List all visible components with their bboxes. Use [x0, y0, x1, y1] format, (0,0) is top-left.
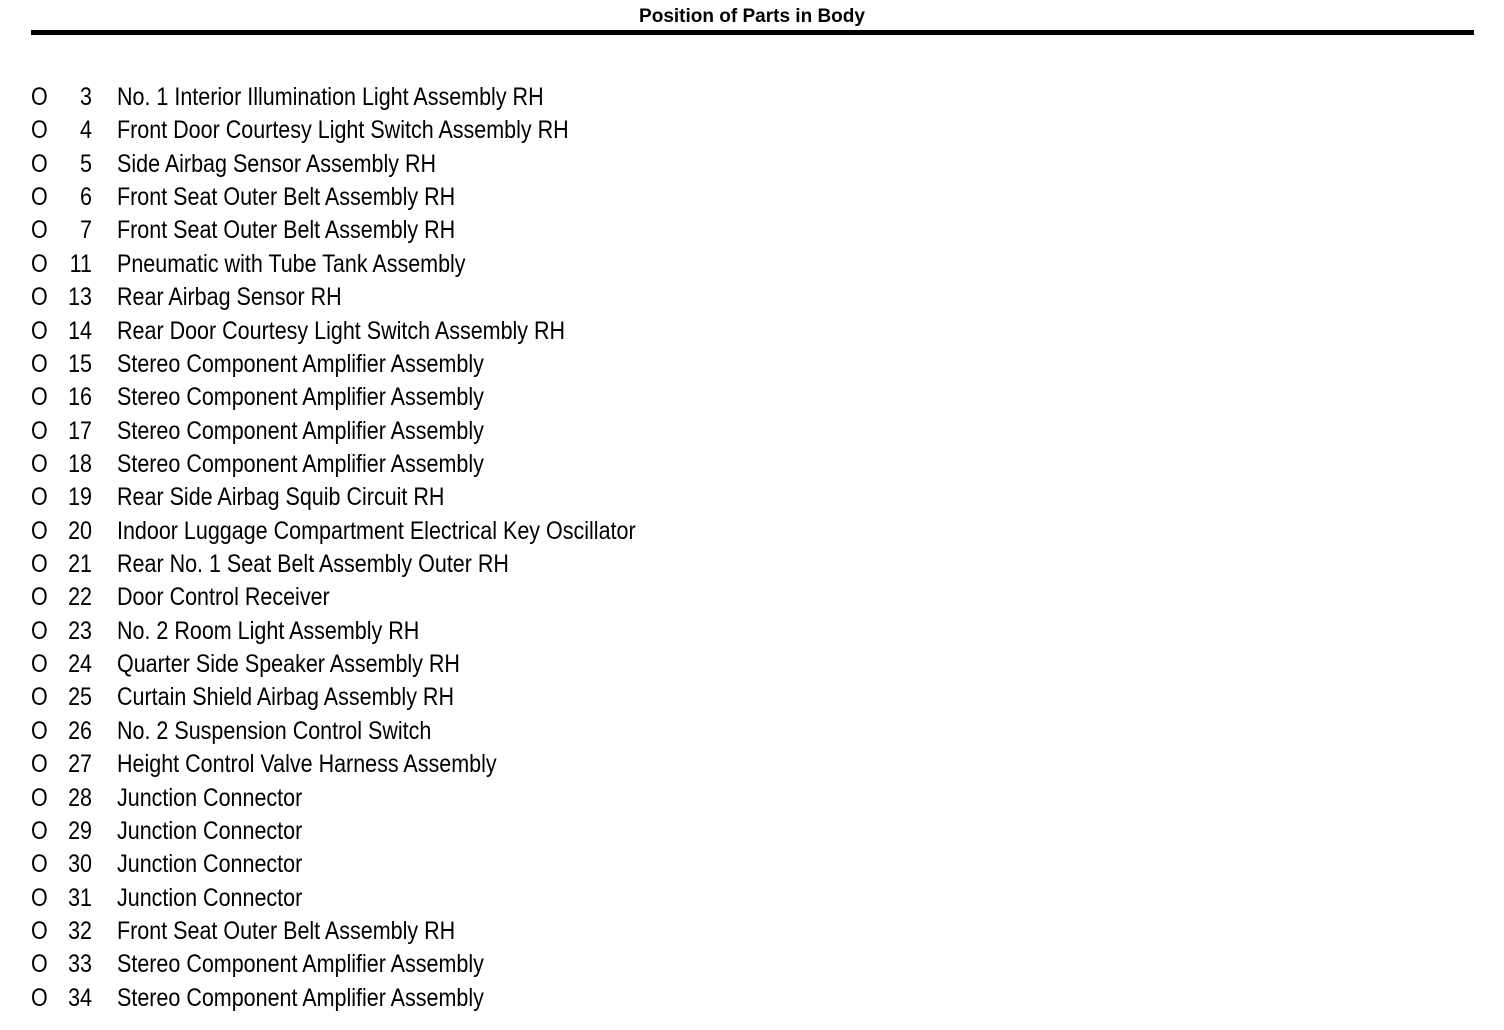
- part-number: 16: [68, 383, 92, 412]
- part-name: Junction Connector: [117, 850, 303, 879]
- part-row: [0, 615, 1504, 648]
- part-row: [0, 114, 1504, 147]
- part-marker: O: [31, 183, 48, 212]
- part-marker: O: [31, 149, 48, 178]
- part-marker: O: [31, 416, 48, 445]
- part-name: Stereo Component Amplifier Assembly: [117, 383, 484, 412]
- part-row: [0, 848, 1504, 881]
- part-number: 33: [68, 950, 92, 979]
- part-marker: O: [31, 650, 48, 679]
- part-row: [0, 315, 1504, 348]
- part-row: [0, 348, 1504, 381]
- part-row: [0, 815, 1504, 848]
- part-number: 6: [80, 183, 92, 212]
- part-marker: O: [31, 883, 48, 912]
- part-name: Side Airbag Sensor Assembly RH: [117, 149, 437, 178]
- part-row: [0, 181, 1504, 214]
- part-name: Front Seat Outer Belt Assembly RH: [117, 916, 456, 945]
- part-number: 22: [68, 583, 92, 612]
- part-name: Front Door Courtesy Light Switch Assembly RH: [117, 116, 569, 145]
- part-name: Front Seat Outer Belt Assembly RH: [117, 216, 456, 245]
- part-number: 29: [68, 816, 92, 845]
- part-marker: O: [31, 683, 48, 712]
- part-marker: O: [31, 550, 48, 579]
- part-name: Quarter Side Speaker Assembly RH: [117, 650, 460, 679]
- part-marker: O: [31, 349, 48, 378]
- part-number: 4: [80, 116, 92, 145]
- part-row: [0, 581, 1504, 614]
- part-number: 27: [68, 750, 92, 779]
- part-marker: O: [31, 383, 48, 412]
- part-name: Curtain Shield Airbag Assembly RH: [117, 683, 454, 712]
- part-number: 30: [68, 850, 92, 879]
- part-name: Stereo Component Amplifier Assembly: [117, 449, 484, 478]
- part-name: Height Control Valve Harness Assembly: [117, 750, 497, 779]
- part-number: 15: [68, 349, 92, 378]
- part-marker: O: [31, 816, 48, 845]
- part-name: Pneumatic with Tube Tank Assembly: [117, 249, 466, 278]
- part-number: 23: [68, 616, 92, 645]
- part-row: [0, 415, 1504, 448]
- part-row: [0, 948, 1504, 981]
- part-marker: O: [31, 916, 48, 945]
- part-name: Door Control Receiver: [117, 583, 330, 612]
- part-row: [0, 681, 1504, 714]
- part-row: [0, 915, 1504, 948]
- part-row: [0, 882, 1504, 915]
- part-row: [0, 515, 1504, 548]
- part-row: [0, 648, 1504, 681]
- part-name: No. 2 Room Light Assembly RH: [117, 616, 420, 645]
- part-name: Stereo Component Amplifier Assembly: [117, 983, 484, 1012]
- part-number: 25: [68, 683, 92, 712]
- part-number: 28: [68, 783, 92, 812]
- part-row: [0, 448, 1504, 481]
- part-marker: O: [31, 83, 48, 111]
- part-marker: O: [31, 750, 48, 779]
- part-number: 31: [68, 883, 92, 912]
- part-marker: O: [31, 716, 48, 745]
- part-number: 14: [68, 316, 92, 345]
- part-name: Rear No. 1 Seat Belt Assembly Outer RH: [117, 550, 509, 579]
- part-number: 5: [80, 149, 92, 178]
- part-row: [0, 782, 1504, 815]
- part-marker: O: [31, 583, 48, 612]
- part-name: Junction Connector: [117, 883, 303, 912]
- part-marker: O: [31, 983, 48, 1012]
- part-number: 34: [68, 983, 92, 1012]
- title-divider: [31, 30, 1474, 35]
- part-marker: O: [31, 616, 48, 645]
- part-row: [0, 548, 1504, 581]
- part-marker: O: [31, 950, 48, 979]
- part-row: [0, 381, 1504, 414]
- part-marker: O: [31, 283, 48, 312]
- page-title: Position of Parts in Body: [639, 6, 865, 27]
- part-name: Rear Door Courtesy Light Switch Assembly RH: [117, 316, 566, 345]
- part-name: Stereo Component Amplifier Assembly: [117, 950, 484, 979]
- part-name: Rear Airbag Sensor RH: [117, 283, 342, 312]
- part-name: Stereo Component Amplifier Assembly: [117, 349, 484, 378]
- part-marker: O: [31, 116, 48, 145]
- part-row: [0, 148, 1504, 181]
- part-name: No. 2 Suspension Control Switch: [117, 716, 432, 745]
- part-name: Junction Connector: [117, 816, 303, 845]
- part-marker: O: [31, 249, 48, 278]
- part-number: 18: [68, 449, 92, 478]
- part-marker: O: [31, 783, 48, 812]
- part-number: 19: [68, 483, 92, 512]
- part-number: 7: [80, 216, 92, 245]
- part-marker: O: [31, 516, 48, 545]
- part-marker: O: [31, 316, 48, 345]
- part-row: [0, 81, 1504, 114]
- part-name: Front Seat Outer Belt Assembly RH: [117, 183, 456, 212]
- part-marker: O: [31, 449, 48, 478]
- part-number: 26: [68, 716, 92, 745]
- part-row: [0, 248, 1504, 281]
- part-row: [0, 748, 1504, 781]
- part-name: Junction Connector: [117, 783, 303, 812]
- part-number: 21: [68, 550, 92, 579]
- part-number: 3: [80, 83, 92, 111]
- part-name: Indoor Luggage Compartment Electrical Key Oscillator: [117, 516, 636, 545]
- parts-list: [0, 81, 1504, 1015]
- part-row: [0, 481, 1504, 514]
- part-number: 24: [68, 650, 92, 679]
- part-row: [0, 982, 1504, 1015]
- part-marker: O: [31, 483, 48, 512]
- part-name: Stereo Component Amplifier Assembly: [117, 416, 484, 445]
- part-row: [0, 214, 1504, 247]
- part-number: 17: [68, 416, 92, 445]
- part-row: [0, 281, 1504, 314]
- part-number: 13: [68, 283, 92, 312]
- part-name: Rear Side Airbag Squib Circuit RH: [117, 483, 445, 512]
- part-marker: O: [31, 216, 48, 245]
- part-name: No. 1 Interior Illumination Light Assembly RH: [117, 83, 544, 111]
- part-marker: O: [31, 850, 48, 879]
- part-number: 11: [69, 249, 92, 278]
- part-number: 20: [68, 516, 92, 545]
- part-row: [0, 715, 1504, 748]
- part-number: 32: [68, 916, 92, 945]
